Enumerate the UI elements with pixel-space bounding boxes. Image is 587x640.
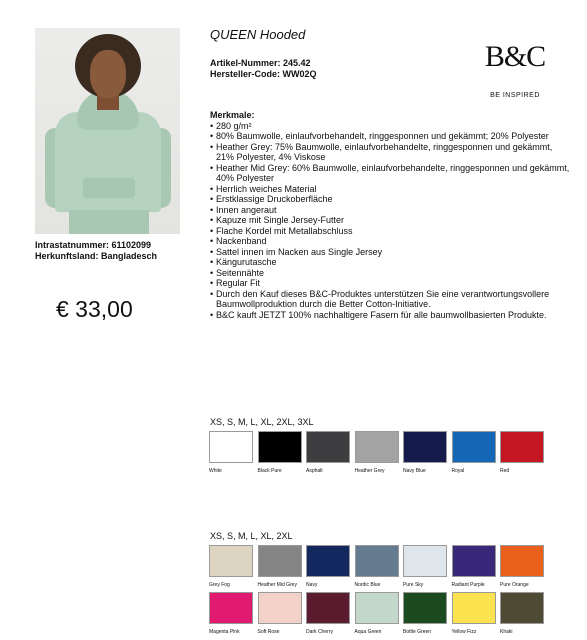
- color-swatch: [403, 431, 447, 474]
- color-swatch: [306, 431, 350, 474]
- color-swatch: [209, 431, 253, 474]
- swatch-row: [209, 431, 544, 474]
- color-name: Khaki: [500, 629, 513, 635]
- color-swatch: [258, 592, 302, 635]
- color-name: Yellow Fizz: [451, 629, 477, 635]
- color-swatch: [452, 545, 496, 588]
- size-range: XS, S, M, L, XL, 2XL, 3XL: [210, 417, 314, 427]
- product-title: QUEEN Hooded: [210, 27, 306, 42]
- product-photo: [35, 28, 180, 234]
- color-name: Heather Grey: [354, 468, 385, 474]
- color-chip: [258, 431, 302, 463]
- color-chip: [403, 431, 447, 463]
- color-swatch: [452, 431, 496, 474]
- manufacturer-code: Hersteller-Code: WW02Q: [210, 69, 317, 79]
- color-name: Grey Fog: [209, 582, 230, 588]
- color-chip: [209, 592, 253, 624]
- feature-item: • Regular Fit: [210, 278, 570, 289]
- color-chip: [355, 545, 399, 577]
- color-name: Bottle Green: [403, 629, 432, 635]
- color-chip: [452, 431, 496, 463]
- intrastat-number: Intrastatnummer: 61102099: [35, 240, 152, 250]
- color-chip: [306, 592, 350, 624]
- origin-info: [35, 240, 157, 262]
- feature-item: • Nackenband: [210, 236, 570, 247]
- color-chip: [500, 592, 544, 624]
- features-heading: Merkmale:: [210, 110, 255, 120]
- color-chip: [209, 431, 253, 463]
- color-name: Navy: [306, 582, 318, 588]
- color-swatch: [306, 545, 350, 588]
- feature-item: • 280 g/m²: [210, 121, 570, 132]
- feature-item: • Heather Grey: 75% Baumwolle, einlaufvorbehandelte, ringgesponnen und gekämmt, 21% Polyester, 4% Viskose: [210, 142, 570, 163]
- color-swatch: [355, 431, 399, 474]
- brand-tagline: BE INSPIRED: [490, 92, 540, 99]
- color-swatch: [452, 592, 496, 635]
- color-name: Red: [500, 468, 510, 474]
- color-swatch: [306, 592, 350, 635]
- color-swatch: [403, 592, 447, 635]
- color-chip: [258, 592, 302, 624]
- feature-item: • Flache Kordel mit Metallabschluss: [210, 226, 570, 237]
- color-chip: [306, 431, 350, 463]
- color-chip: [209, 545, 253, 577]
- swatch-row: [209, 545, 544, 588]
- color-name: Pure Sky: [403, 582, 424, 588]
- feature-item: • B&C kauft JETZT 100% nachhaltigere Fasern für alle baumwollbasierten Produkte.: [210, 310, 570, 321]
- price: € 33,00: [56, 296, 133, 322]
- color-chip: [355, 592, 399, 624]
- feature-item: • Sattel innen im Nacken aus Single Jersey: [210, 247, 570, 258]
- feature-item: • Heather Mid Grey: 60% Baumwolle, einlaufvorbehandelte, ringgesponnen und gekämmt, 40% Polyester: [210, 163, 570, 184]
- color-swatch: [500, 431, 544, 474]
- color-name: Magenta Pink: [209, 629, 240, 635]
- features-list: [210, 121, 570, 321]
- color-name: Aqua Green: [354, 629, 382, 635]
- color-swatch: [258, 545, 302, 588]
- feature-item: • Kängurutasche: [210, 257, 570, 268]
- color-swatch: [500, 592, 544, 635]
- color-name: Soft Rose: [257, 629, 280, 635]
- color-chip: [452, 592, 496, 624]
- color-chip: [355, 431, 399, 463]
- color-swatch: [355, 592, 399, 635]
- color-swatch: [500, 545, 544, 588]
- color-name: Asphalt: [306, 468, 323, 474]
- color-chip: [452, 545, 496, 577]
- feature-item: • 80% Baumwolle, einlaufvorbehandelt, ringgesponnen und gekämmt; 20% Polyester: [210, 131, 570, 142]
- color-swatch: [403, 545, 447, 588]
- color-name: Royal: [451, 468, 465, 474]
- size-range: XS, S, M, L, XL, 2XL: [210, 531, 293, 541]
- color-swatch: [258, 431, 302, 474]
- color-swatch: [209, 545, 253, 588]
- color-chip: [258, 545, 302, 577]
- country-of-origin: Herkunftsland: Bangladesch: [35, 251, 158, 261]
- color-chip: [500, 431, 544, 463]
- color-name: Pure Orange: [500, 582, 529, 588]
- feature-item: • Seitennähte: [210, 268, 570, 279]
- color-swatch: [209, 592, 253, 635]
- color-chip: [403, 545, 447, 577]
- product-codes: [210, 58, 317, 80]
- brand-logo-mark: B&C: [484, 40, 546, 73]
- color-name: White: [209, 468, 222, 474]
- article-number: Artikel-Nummer: 245.42: [210, 58, 311, 68]
- feature-item: • Herrlich weiches Material: [210, 184, 570, 195]
- swatch-row: [209, 592, 544, 635]
- color-name: Navy Blue: [403, 468, 426, 474]
- color-swatch: [355, 545, 399, 588]
- color-name: Black Pure: [257, 468, 282, 474]
- color-name: Heather Mid Grey: [257, 582, 297, 588]
- color-name: Radiant Purple: [451, 582, 485, 588]
- color-chip: [403, 592, 447, 624]
- brand-logo: [484, 40, 546, 104]
- features-section: [210, 110, 570, 320]
- feature-item: • Erstklassige Druckoberfläche: [210, 194, 570, 205]
- color-name: Dark Cherry: [306, 629, 333, 635]
- color-chip: [306, 545, 350, 577]
- feature-item: • Kapuze mit Single Jersey-Futter: [210, 215, 570, 226]
- color-chip: [500, 545, 544, 577]
- feature-item: • Innen angeraut: [210, 205, 570, 216]
- color-name: Nordic Blue: [354, 582, 381, 588]
- feature-item: • Durch den Kauf dieses B&C-Produktes unterstützen Sie eine verantwortungsvollere Baumwollproduktion durch die Better Cotton-Initiative.: [210, 289, 570, 310]
